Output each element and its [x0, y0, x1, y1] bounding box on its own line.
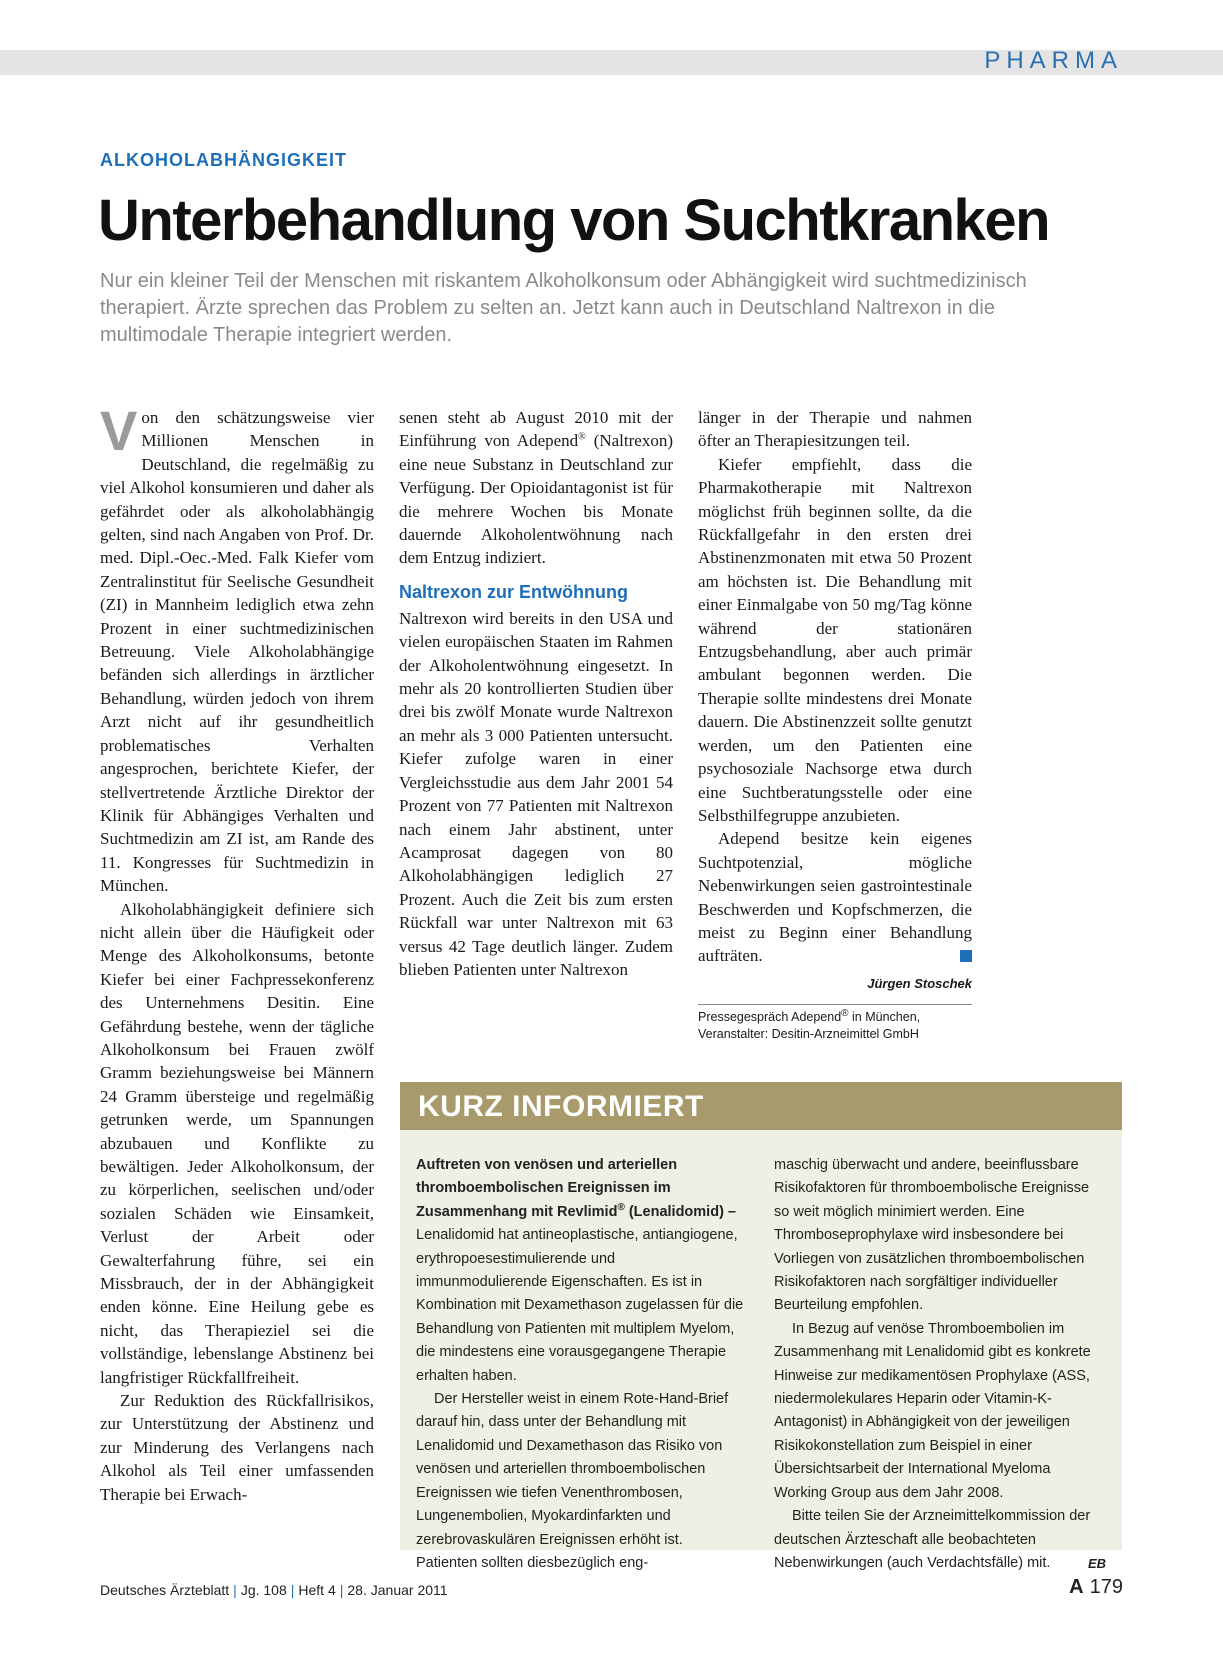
paragraph	[698, 827, 972, 967]
source-text: in München, Veranstalter: Desitin-Arzneimittel GmbH	[698, 1009, 921, 1041]
info-box-title: KURZ INFORMIERT	[418, 1090, 704, 1123]
dropcap: V	[100, 399, 138, 462]
paragraph: Zur Reduktion des Rückfallrisikos, zur Unterstützung der Abstinenz und zur Minderung des Verlangens nach Alkohol als Teil einer umfassenden Therapie bei Erwach-	[100, 1391, 374, 1504]
paragraph-text: Adepend besitze kein eigenes Suchtpotenzial, mögliche Nebenwirkungen seien gastrointestinale Beschwerden und Kopfschmerzen, die meist zu Beginn einer Behandlung aufträten.	[698, 829, 972, 966]
lead-text: Auftreten von venösen und arteriellen thromboembolischen Ereignissen im Zusammenhang mit Revlimid	[416, 1157, 678, 1220]
info-box-author: EB	[1087, 1555, 1106, 1571]
paragraph	[399, 406, 673, 570]
separator: |	[339, 1582, 344, 1598]
paragraph-text: senen steht ab August 2010 mit der Einführung von Adepend	[399, 408, 673, 451]
journal-name: Deutsches Ärzteblatt	[100, 1582, 230, 1598]
paragraph: Der Hersteller weist in einem Rote-Hand-Brief darauf hin, dass unter der Behandlung mit Lenalidomid und Dexamethason das Risiko von venösen und arteriellen thromboembolischen Ereignissen wie tiefen Venenthrombosen, Lungenembolien, Myokardinfarkten und zerebrovaskulären Ereignissen erhöht ist. Patienten sollten diesbezüglich eng-	[416, 1391, 729, 1571]
footer	[100, 1582, 448, 1598]
article-column-3	[698, 406, 972, 1043]
lead-text: (Lenalidomid) –	[624, 1203, 736, 1220]
registered-mark: ®	[617, 1201, 625, 1213]
article-column-1	[100, 399, 374, 1506]
subheading: Naltrexon zur Entwöhnung	[399, 581, 628, 602]
page-number	[1069, 1576, 1123, 1599]
paragraph: Alkoholabhängigkeit definiere sich nicht allein über die Häufigkeit oder Menge des Alkoholkonsums, betonte Kiefer bei einer Fachpressekonferenz des Unternehmens Desitin. Eine Gefährdung bestehe, wenn der tägliche Alkoholkonsum bei Frauen zwölf Gramm beziehungsweise bei Männern 24 Gramm übersteige und regelmäßig getrunken werde, um Spannungen abzubauen und Konflikte zu bewältigen. Jeder Alkoholkonsum, der zu körperlichen, seelischen und/oder sozialen Schäden wie Einsamkeit, Verlust der Arbeit oder Gewalterfahrung führe, sei ein Missbrauch, der in der Abhängigkeit enden könne. Eine Heilung gebe es nicht, das Therapieziel sei die vollständige, lebenslange Abstinenz bei langfristiger Rückfallfreiheit.	[100, 899, 374, 1387]
divider	[698, 1004, 972, 1005]
paragraph: Naltrexon wird bereits in den USA und vielen europäischen Staaten im Rahmen der Alkoholentwöhnung eingesetzt. In mehr als 20 kontrollierten Studien über drei bis zwölf Monate wurde Naltrexon an mehr als 3 000 Patienten untersucht. Kiefer zufolge waren in einer Vergleichsstudie aus dem Jahr 2001 54 Prozent von 77 Patienten mit Naltrexon nach einem Jahr abstinent, unter Acamprosat dagegen von 80 Alkoholabhängigen lediglich 27 Prozent. Auch die Zeit bis zum ersten Rückfall war unter Naltrexon mit 63 versus 42 Tage deutlich länger. Zudem blieben Patienten unter Naltrexon	[399, 608, 673, 979]
date: 28. Januar 2011	[347, 1582, 448, 1598]
registered-mark: ®	[578, 431, 586, 443]
paragraph-text: Lenalidomid hat antineoplastische, antiangiogene, erythropoesestimulierende und immunmodulierende Eigenschaften. Es ist in Kombination mit Dexamethason zugelassen für die Behandlung von Patienten mit multiplem Myelom, die mindestens eine vorausgegangene Therapie erhalten haben.	[416, 1227, 744, 1384]
author: Jürgen Stoschek	[867, 975, 972, 991]
info-box	[400, 1082, 1122, 1571]
separator: |	[233, 1582, 237, 1598]
page-number-value: 179	[1089, 1576, 1123, 1598]
paragraph-text: Bitte teilen Sie der Arzneimittelkommission der deutschen Ärzteschaft alle beobachteten Nebenwirkungen (auch Verdachtsfälle) mit.	[774, 1508, 1091, 1571]
separator: |	[290, 1582, 295, 1598]
paragraph-text: (Naltrexon) eine neue Substanz in Deutschland zur Verfügung. Der Opioidantagonist ist für die mehrere Wochen bis Monate dauernde Alkoholentwöhnung nach dem Entzug indiziert.	[399, 431, 673, 568]
info-box-column-2	[774, 1154, 1106, 1575]
lede: Nur ein kleiner Teil der Menschen mit riskantem Alkoholkonsum oder Abhängigkeit wird suchtmedizinisch therapiert. Ärzte sprechen das Problem zu selten an. Jetzt kann auch in Deutschland Naltrexon in die multimodale Therapie integriert werden.	[100, 270, 1027, 346]
paragraph	[416, 1154, 748, 1388]
volume: Jg. 108	[240, 1582, 287, 1598]
paragraph	[100, 399, 374, 898]
info-box-header	[400, 1082, 1122, 1130]
source-note	[698, 1009, 972, 1043]
article-column-2	[399, 406, 673, 981]
end-mark-icon	[960, 950, 972, 962]
section-label: PHARMA	[984, 47, 1123, 74]
paragraph-text: on den schätzungsweise vier Millionen Menschen in Deutschland, die regelmäßig zu viel Alkohol konsumieren und daher als gefährdet oder als alkoholabhängig gelten, sind nach Angaben von Prof. Dr. med. Dipl.-Oec.-Med. Falk Kiefer vom Zentralinstitut für Seelische Gesundheit (ZI) in Mannheim lediglich etwa zehn Prozent in einer suchtmedizinischen Betreuung. Viele Alkoholabhängige befänden sich allerdings in ärztlicher Behandlung, würden jedoch von ihrem Arzt nicht auf ihr gesundheitlich problematisches Verhalten angesprochen, berichtete Kiefer, der stellvertretende Ärztliche Direktor der Klinik für Abhängiges Verhalten und Suchtmedizin am ZI ist, am Rande des 11. Kongresses für Suchtmedizin in München.	[100, 408, 374, 896]
page-prefix: A	[1069, 1576, 1084, 1598]
paragraph: maschig überwacht und andere, beeinflussbare Risikofaktoren für thromboembolische Ereignisse so weit möglich minimiert werden. Eine Thromboseprophylaxe wird insbesondere bei Vorliegen von zusätzlichen thromboembolischen Risikofaktoren nach sorgfältiger individueller Beurteilung empfohlen.	[774, 1157, 1090, 1314]
paragraph: länger in der Therapie und nahmen öfter an Therapiesitzungen teil.	[698, 408, 972, 451]
paragraph: In Bezug auf venöse Thromboembolien im Zusammenhang mit Lenalidomid gibt es konkrete Hinweise zur medikamentösen Prophylaxe (ASS, niedermolekulares Heparin oder Vitamin-K-Antagonist) in Abhängigkeit von der jeweiligen Risikokonstellation zum Beispiel in einer Übersichtsarbeit der International Myeloma Working Group aus dem Jahr 2008.	[774, 1320, 1091, 1501]
kicker: ALKOHOLABHÄNGIGKEIT	[100, 150, 347, 170]
registered-mark: ®	[841, 1007, 849, 1019]
issue: Heft 4	[298, 1582, 336, 1598]
paragraph	[774, 1505, 1106, 1575]
paragraph: Kiefer empfiehlt, dass die Pharmakotherapie mit Naltrexon möglichst früh beginnen sollte, da die Rückfallgefahr in den ersten drei Abstinenzmonaten mit etwa 50 Prozent am höchsten ist. Die Behandlung mit einer Einmalgabe von 50 mg/Tag könne während der stationären Entzugsbehandlung, aber auch primär ambulant begonnen werden. Die Therapie sollte mindestens drei Monate dauern. Die Abstinenzzeit sollte genutzt werden, um den Patienten eine psychosoziale Nachsorge etwa durch eine Suchtberatungsstelle oder eine Selbsthilfegruppe anzubieten.	[698, 454, 972, 825]
info-box-column-1	[416, 1154, 748, 1575]
headline: Unterbehandlung von Suchtkranken	[98, 188, 1049, 253]
source-text: Pressegespräch Adepend	[698, 1009, 842, 1024]
